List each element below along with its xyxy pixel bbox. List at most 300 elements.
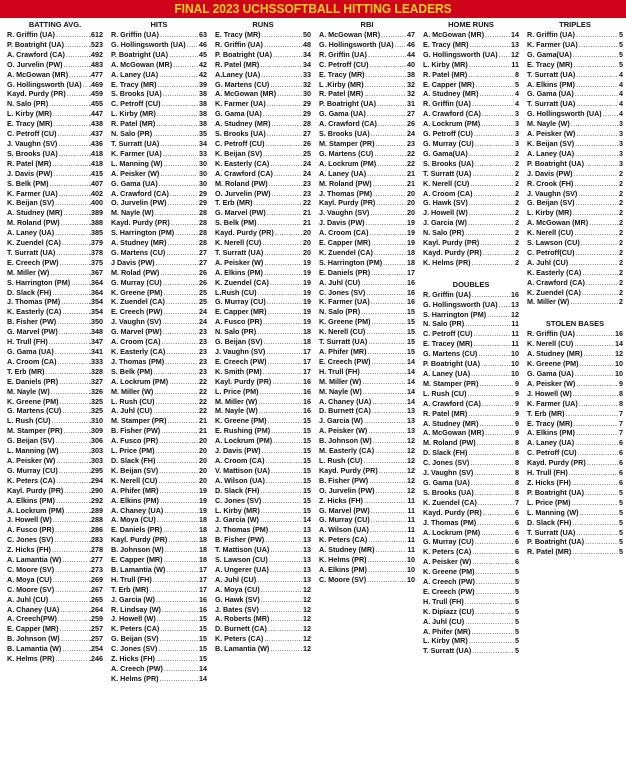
dot-leader: [566, 409, 618, 419]
stat-value: .375: [89, 257, 103, 267]
stat-value: 5: [515, 646, 519, 656]
stat-value: 5: [515, 636, 519, 646]
stat-value: 15: [407, 337, 415, 347]
leader-row: [7, 575, 103, 585]
dot-leader: [53, 575, 88, 585]
leader-row: [215, 317, 311, 327]
dot-leader: [259, 406, 302, 416]
stat-value: 5: [619, 537, 623, 547]
stat-value: 20: [199, 436, 207, 446]
stat-value: 11: [407, 535, 415, 545]
leader-row: [423, 607, 519, 617]
leader-row: [319, 268, 415, 278]
stat-value: .269: [89, 574, 103, 584]
stat-value: 12: [511, 309, 519, 319]
dot-leader: [162, 99, 198, 109]
leader-row: [423, 438, 519, 448]
player-name: N. Salo (PR): [111, 129, 153, 139]
dot-leader: [378, 119, 406, 129]
leader-row: [423, 488, 519, 498]
leader-row: [7, 129, 103, 139]
stat-value: 23: [199, 366, 207, 376]
stat-value: 2: [619, 188, 623, 198]
leader-row: [423, 498, 519, 508]
dot-leader: [163, 525, 198, 535]
stat-value: 2: [515, 228, 519, 238]
player-name: A. Wilson (UA): [319, 525, 369, 535]
stat-value: 7: [515, 497, 519, 507]
stat-value: 24: [199, 317, 207, 327]
leader-row: [215, 70, 311, 80]
stat-value: 35: [199, 129, 207, 139]
dot-leader: [469, 60, 511, 70]
leader-row: [319, 357, 415, 367]
player-name: K. Easterly (CA): [215, 158, 270, 168]
dot-leader: [262, 446, 302, 456]
stat-value: 16: [303, 386, 311, 396]
player-name: A. Laney (UA): [319, 168, 367, 178]
leader-list-home-runs: [423, 30, 519, 268]
leader-row: [319, 466, 415, 476]
player-name: K. Zuendel (CA): [7, 238, 61, 248]
dot-leader: [575, 369, 614, 379]
player-name: G. Beijan (SV): [111, 634, 159, 644]
leader-row: [111, 476, 207, 486]
player-name: J. Vaughn (SV): [527, 188, 578, 198]
stat-value: .612: [89, 30, 103, 39]
dot-leader: [580, 359, 614, 369]
leader-row: [423, 508, 519, 518]
leader-list-triples: [527, 30, 623, 307]
dot-leader: [475, 537, 514, 547]
dot-leader: [364, 456, 406, 466]
stat-value: 42: [199, 69, 207, 79]
stat-value: 42: [199, 59, 207, 69]
stat-value: 13: [303, 574, 311, 584]
dot-leader: [576, 30, 618, 40]
leader-row: [7, 446, 103, 456]
dot-leader: [52, 416, 88, 426]
leader-row: [7, 288, 103, 298]
dot-leader: [56, 476, 88, 486]
leader-row: [423, 40, 519, 50]
dot-leader: [572, 478, 618, 488]
dot-leader: [470, 179, 514, 189]
leader-row: [215, 179, 311, 189]
player-name: M. Stamper (PR): [423, 378, 479, 388]
leader-row: [111, 337, 207, 347]
dot-leader: [480, 89, 515, 99]
stat-value: 19: [303, 277, 311, 287]
stat-value: 2: [515, 247, 519, 257]
stat-value: .436: [89, 138, 103, 148]
dot-leader: [372, 397, 406, 407]
dot-leader: [50, 179, 88, 189]
player-name: R. Griffin (UA): [423, 99, 471, 109]
player-name: J. Garcia (W): [111, 594, 155, 604]
player-name: A. Studney (MR): [7, 208, 63, 218]
leader-row: [423, 557, 519, 567]
player-name: M. Easterly (CA): [319, 446, 375, 456]
dot-leader: [585, 159, 618, 169]
stat-value: 44: [407, 49, 415, 59]
leader-row: [7, 228, 103, 238]
leader-row: [7, 486, 103, 496]
leader-row: [319, 159, 415, 169]
leader-row: [215, 555, 311, 565]
leader-row: [215, 367, 311, 377]
dot-leader: [476, 80, 514, 90]
player-name: K. Zuendel (CA): [319, 247, 373, 257]
player-name: R. Lindsay (W): [111, 604, 161, 614]
player-name: P. Boatright (UA): [215, 49, 272, 59]
player-name: G. Marvel (PW): [7, 327, 58, 337]
stat-value: 18: [199, 545, 207, 555]
dot-leader: [589, 218, 618, 228]
leader-row: [111, 119, 207, 129]
leader-row: [7, 60, 103, 70]
stat-value: 19: [199, 495, 207, 505]
stat-value: 20: [303, 247, 311, 257]
stat-value: 25: [199, 297, 207, 307]
dot-leader: [260, 605, 302, 615]
leader-row: [215, 189, 311, 199]
leader-row: [7, 50, 103, 60]
stat-value: .483: [89, 59, 103, 69]
dot-leader: [368, 337, 406, 347]
dot-leader: [573, 50, 618, 60]
dot-leader: [471, 478, 514, 488]
player-name: A. Peisker (W): [423, 557, 472, 567]
section-title-runs: RUNS: [252, 20, 274, 29]
dot-leader: [158, 644, 198, 654]
player-name: A. Lockrum (PM): [423, 119, 481, 129]
stat-value: .354: [89, 307, 103, 317]
player-name: L .Kirby (MR): [319, 79, 364, 89]
dot-leader: [265, 535, 302, 545]
stat-value: 38: [199, 109, 207, 119]
player-name: K. Nerell (CU): [527, 339, 574, 349]
dot-leader: [487, 310, 510, 320]
dot-leader: [58, 357, 88, 367]
stat-value: 13: [511, 39, 519, 49]
player-name: J. Garcia (W): [319, 416, 363, 426]
dot-leader: [262, 238, 302, 248]
leader-row: [527, 468, 623, 478]
stat-value: 12: [407, 436, 415, 446]
stat-value: 11: [511, 339, 519, 349]
stat-value: 31: [407, 99, 415, 109]
stat-value: 32: [407, 89, 415, 99]
stat-value: 13: [511, 299, 519, 309]
leader-row: [527, 149, 623, 159]
dot-leader: [165, 545, 198, 555]
dot-leader: [166, 248, 198, 258]
stat-value: 21: [199, 416, 207, 426]
dot-leader: [270, 644, 302, 654]
stat-value: .407: [89, 178, 103, 188]
dot-leader: [254, 198, 302, 208]
dot-leader: [164, 506, 198, 516]
dot-leader: [56, 248, 88, 258]
stat-value: 2: [619, 297, 623, 307]
stat-value: .418: [89, 148, 103, 158]
leader-row: [111, 50, 207, 60]
leader-row: [423, 218, 519, 228]
stat-value: .286: [89, 525, 103, 535]
stat-value: 8: [515, 458, 519, 468]
player-name: J. Davis (PW): [319, 218, 365, 228]
player-name: K. Zuendel (CA): [527, 287, 581, 297]
player-name: A. Studney (MR): [423, 418, 479, 428]
player-name: E. Creech (PW): [215, 356, 267, 366]
stat-value: 17: [199, 564, 207, 574]
leader-row: [527, 189, 623, 199]
dot-leader: [168, 238, 199, 248]
stat-value: 5: [515, 586, 519, 596]
leader-row: [7, 248, 103, 258]
stat-value: 19: [303, 297, 311, 307]
stat-value: .367: [89, 267, 103, 277]
stat-value: 7: [619, 418, 623, 428]
stat-value: 11: [407, 515, 415, 525]
leader-row: [319, 89, 415, 99]
stat-value: 23: [199, 337, 207, 347]
dot-leader: [49, 337, 88, 347]
section-title-hits: HITS: [150, 20, 168, 29]
player-name: N. Salo (PR): [423, 228, 465, 238]
dot-leader: [55, 585, 88, 595]
player-name: Kayl. Purdy (PR): [111, 535, 168, 545]
stat-value: 5: [619, 487, 623, 497]
stat-value: 15: [407, 317, 415, 327]
stat-value: 6: [619, 448, 623, 458]
dot-leader: [576, 428, 618, 438]
leader-row: [423, 179, 519, 189]
stat-value: .325: [89, 396, 103, 406]
leader-row: [319, 416, 415, 426]
dot-leader: [480, 238, 514, 248]
player-name: E. Creech (PW): [111, 307, 163, 317]
dot-leader: [481, 528, 514, 538]
stat-value: 12: [407, 465, 415, 475]
dot-leader: [485, 30, 510, 40]
player-name: L. Manning (W): [527, 507, 579, 517]
dot-leader: [160, 634, 198, 644]
player-name: A. Peisker (W): [319, 426, 368, 436]
leader-row: [527, 359, 623, 369]
stat-value: 16: [615, 329, 623, 339]
leader-row: [527, 288, 623, 298]
dot-leader: [481, 119, 514, 129]
leader-row: [215, 476, 311, 486]
stat-value: .246: [89, 654, 103, 664]
player-name: L. Price (PM): [111, 446, 155, 456]
player-name: A. McGowan (MR): [423, 428, 485, 438]
leader-row: [423, 419, 519, 429]
leader-row: [215, 426, 311, 436]
leader-row: [111, 624, 207, 634]
leader-row: [7, 416, 103, 426]
player-name: D. Slack (FH): [7, 287, 52, 297]
dot-leader: [575, 438, 618, 448]
leader-row: [319, 208, 415, 218]
player-name: G. Hollingsworth (UA): [319, 39, 394, 49]
dot-leader: [603, 109, 618, 119]
player-name: G. Martens (CU): [319, 148, 374, 158]
player-name: G. Marvel (PW): [319, 505, 370, 515]
dot-leader: [364, 496, 406, 506]
stat-value: 19: [303, 257, 311, 267]
leader-row: [111, 169, 207, 179]
dot-leader: [159, 179, 198, 189]
dot-leader: [150, 585, 198, 595]
player-name: K. Greene (PM): [111, 287, 163, 297]
leader-row: [215, 99, 311, 109]
leader-row: [423, 636, 519, 646]
stat-column: [522, 18, 626, 684]
dot-leader: [187, 40, 198, 50]
stat-value: 18: [303, 327, 311, 337]
player-name: A. Elkins (PM): [7, 495, 55, 505]
leader-row: [111, 506, 207, 516]
stat-value: 2: [619, 218, 623, 228]
leader-list-runs: [215, 30, 311, 654]
leader-row: [423, 399, 519, 409]
player-name: M. Miller (W): [215, 396, 258, 406]
dot-leader: [268, 416, 302, 426]
stat-value: 8: [515, 69, 519, 79]
player-name: K. Nerell (CU): [527, 228, 574, 238]
leader-row: [319, 228, 415, 238]
player-name: Kayl. Purdy (PR): [215, 376, 272, 386]
stat-value: 5: [619, 517, 623, 527]
leader-row: [111, 654, 207, 664]
leader-row: [111, 347, 207, 357]
stat-value: 14: [303, 515, 311, 525]
player-name: C. Moore (SV): [7, 584, 55, 594]
player-name: D. Slack (FH): [215, 485, 260, 495]
stat-value: 15: [199, 614, 207, 624]
dot-leader: [579, 399, 618, 409]
dot-leader: [371, 129, 406, 139]
player-name: S. Brooks (UA): [215, 129, 266, 139]
stat-value: 17: [303, 356, 311, 366]
stat-value: 8: [619, 398, 623, 408]
leader-row: [423, 99, 519, 109]
stat-value: 11: [407, 545, 415, 555]
stat-value: 10: [615, 359, 623, 369]
dot-leader: [574, 228, 618, 238]
stat-value: 2: [515, 208, 519, 218]
player-name: L. Kirby (MR): [423, 636, 468, 646]
leader-row: [319, 179, 415, 189]
player-name: J Davis (PW): [111, 257, 155, 267]
player-name: J. Garcia (W): [423, 218, 467, 228]
dot-leader: [53, 515, 88, 525]
stat-value: 12: [407, 485, 415, 495]
dot-leader: [367, 575, 406, 585]
dot-leader: [273, 50, 302, 60]
page-title: FINAL 2023 UCHSSOFTBALL HITTING LEADERS: [25, 0, 601, 18]
player-name: C. Jones (SV): [423, 458, 470, 468]
stat-value: 10: [407, 574, 415, 584]
stat-value: 2: [619, 178, 623, 188]
leader-row: [111, 416, 207, 426]
stat-value: 18: [199, 555, 207, 565]
leader-row: [111, 189, 207, 199]
leader-row: [527, 448, 623, 458]
player-name: G. Murray (CU): [215, 297, 266, 307]
player-name: N. Salo (PR): [423, 319, 465, 329]
dot-leader: [164, 307, 198, 317]
player-name: E. Capper (MR): [423, 79, 475, 89]
player-name: S. Harrington (PM): [319, 257, 383, 267]
dot-leader: [478, 498, 514, 508]
player-name: Kayd. Purdy (PR): [7, 89, 66, 99]
leader-row: [423, 238, 519, 248]
stat-value: 11: [511, 319, 519, 329]
player-name: K. Beijan (SV): [527, 138, 575, 148]
stat-value: 38: [199, 89, 207, 99]
stat-value: 3: [619, 138, 623, 148]
player-name: M. Miller (W): [7, 267, 50, 277]
dot-leader: [472, 258, 514, 268]
stat-value: 17: [199, 574, 207, 584]
dot-leader: [372, 238, 406, 248]
player-name: A. Laney (UA): [527, 438, 575, 448]
leader-row: [111, 466, 207, 476]
dot-leader: [269, 555, 302, 565]
player-name: E. Tracy (MR): [423, 39, 469, 49]
dot-leader: [480, 419, 515, 429]
dot-leader: [60, 397, 88, 407]
dot-leader: [574, 60, 618, 70]
player-name: K. Helms (PR): [319, 555, 367, 565]
dot-leader: [173, 60, 198, 70]
leader-row: [215, 377, 311, 387]
dot-leader: [272, 377, 302, 387]
stat-value: 28: [303, 119, 311, 129]
dot-leader: [160, 169, 198, 179]
stat-value: .455: [89, 99, 103, 109]
leader-row: [319, 119, 415, 129]
player-name: M. Rolad (PW): [111, 267, 160, 277]
player-name: A. Ungerer (UA): [215, 564, 269, 574]
stat-value: 32: [303, 79, 311, 89]
leader-row: [319, 506, 415, 516]
player-name: A. Elkins (PM): [111, 495, 159, 505]
leader-row: [7, 654, 103, 664]
dot-leader: [156, 456, 198, 466]
player-name: K. Smith (PM): [215, 366, 262, 376]
dot-leader: [262, 30, 302, 40]
stat-value: .348: [89, 327, 103, 337]
player-name: R. Griffin (UA): [527, 329, 575, 339]
dot-leader: [61, 297, 88, 307]
player-name: P. Boatright (UA): [527, 487, 584, 497]
player-name: A. Roberts (MR): [215, 614, 270, 624]
leader-row: [319, 367, 415, 377]
player-name: T. Surratt (UA): [527, 69, 576, 79]
stat-value: 15: [407, 307, 415, 317]
stat-column: [418, 18, 522, 684]
leader-row: [111, 139, 207, 149]
stat-value: 15: [199, 644, 207, 654]
stat-value: .385: [89, 228, 103, 238]
stat-value: 28: [199, 218, 207, 228]
leader-row: [423, 228, 519, 238]
